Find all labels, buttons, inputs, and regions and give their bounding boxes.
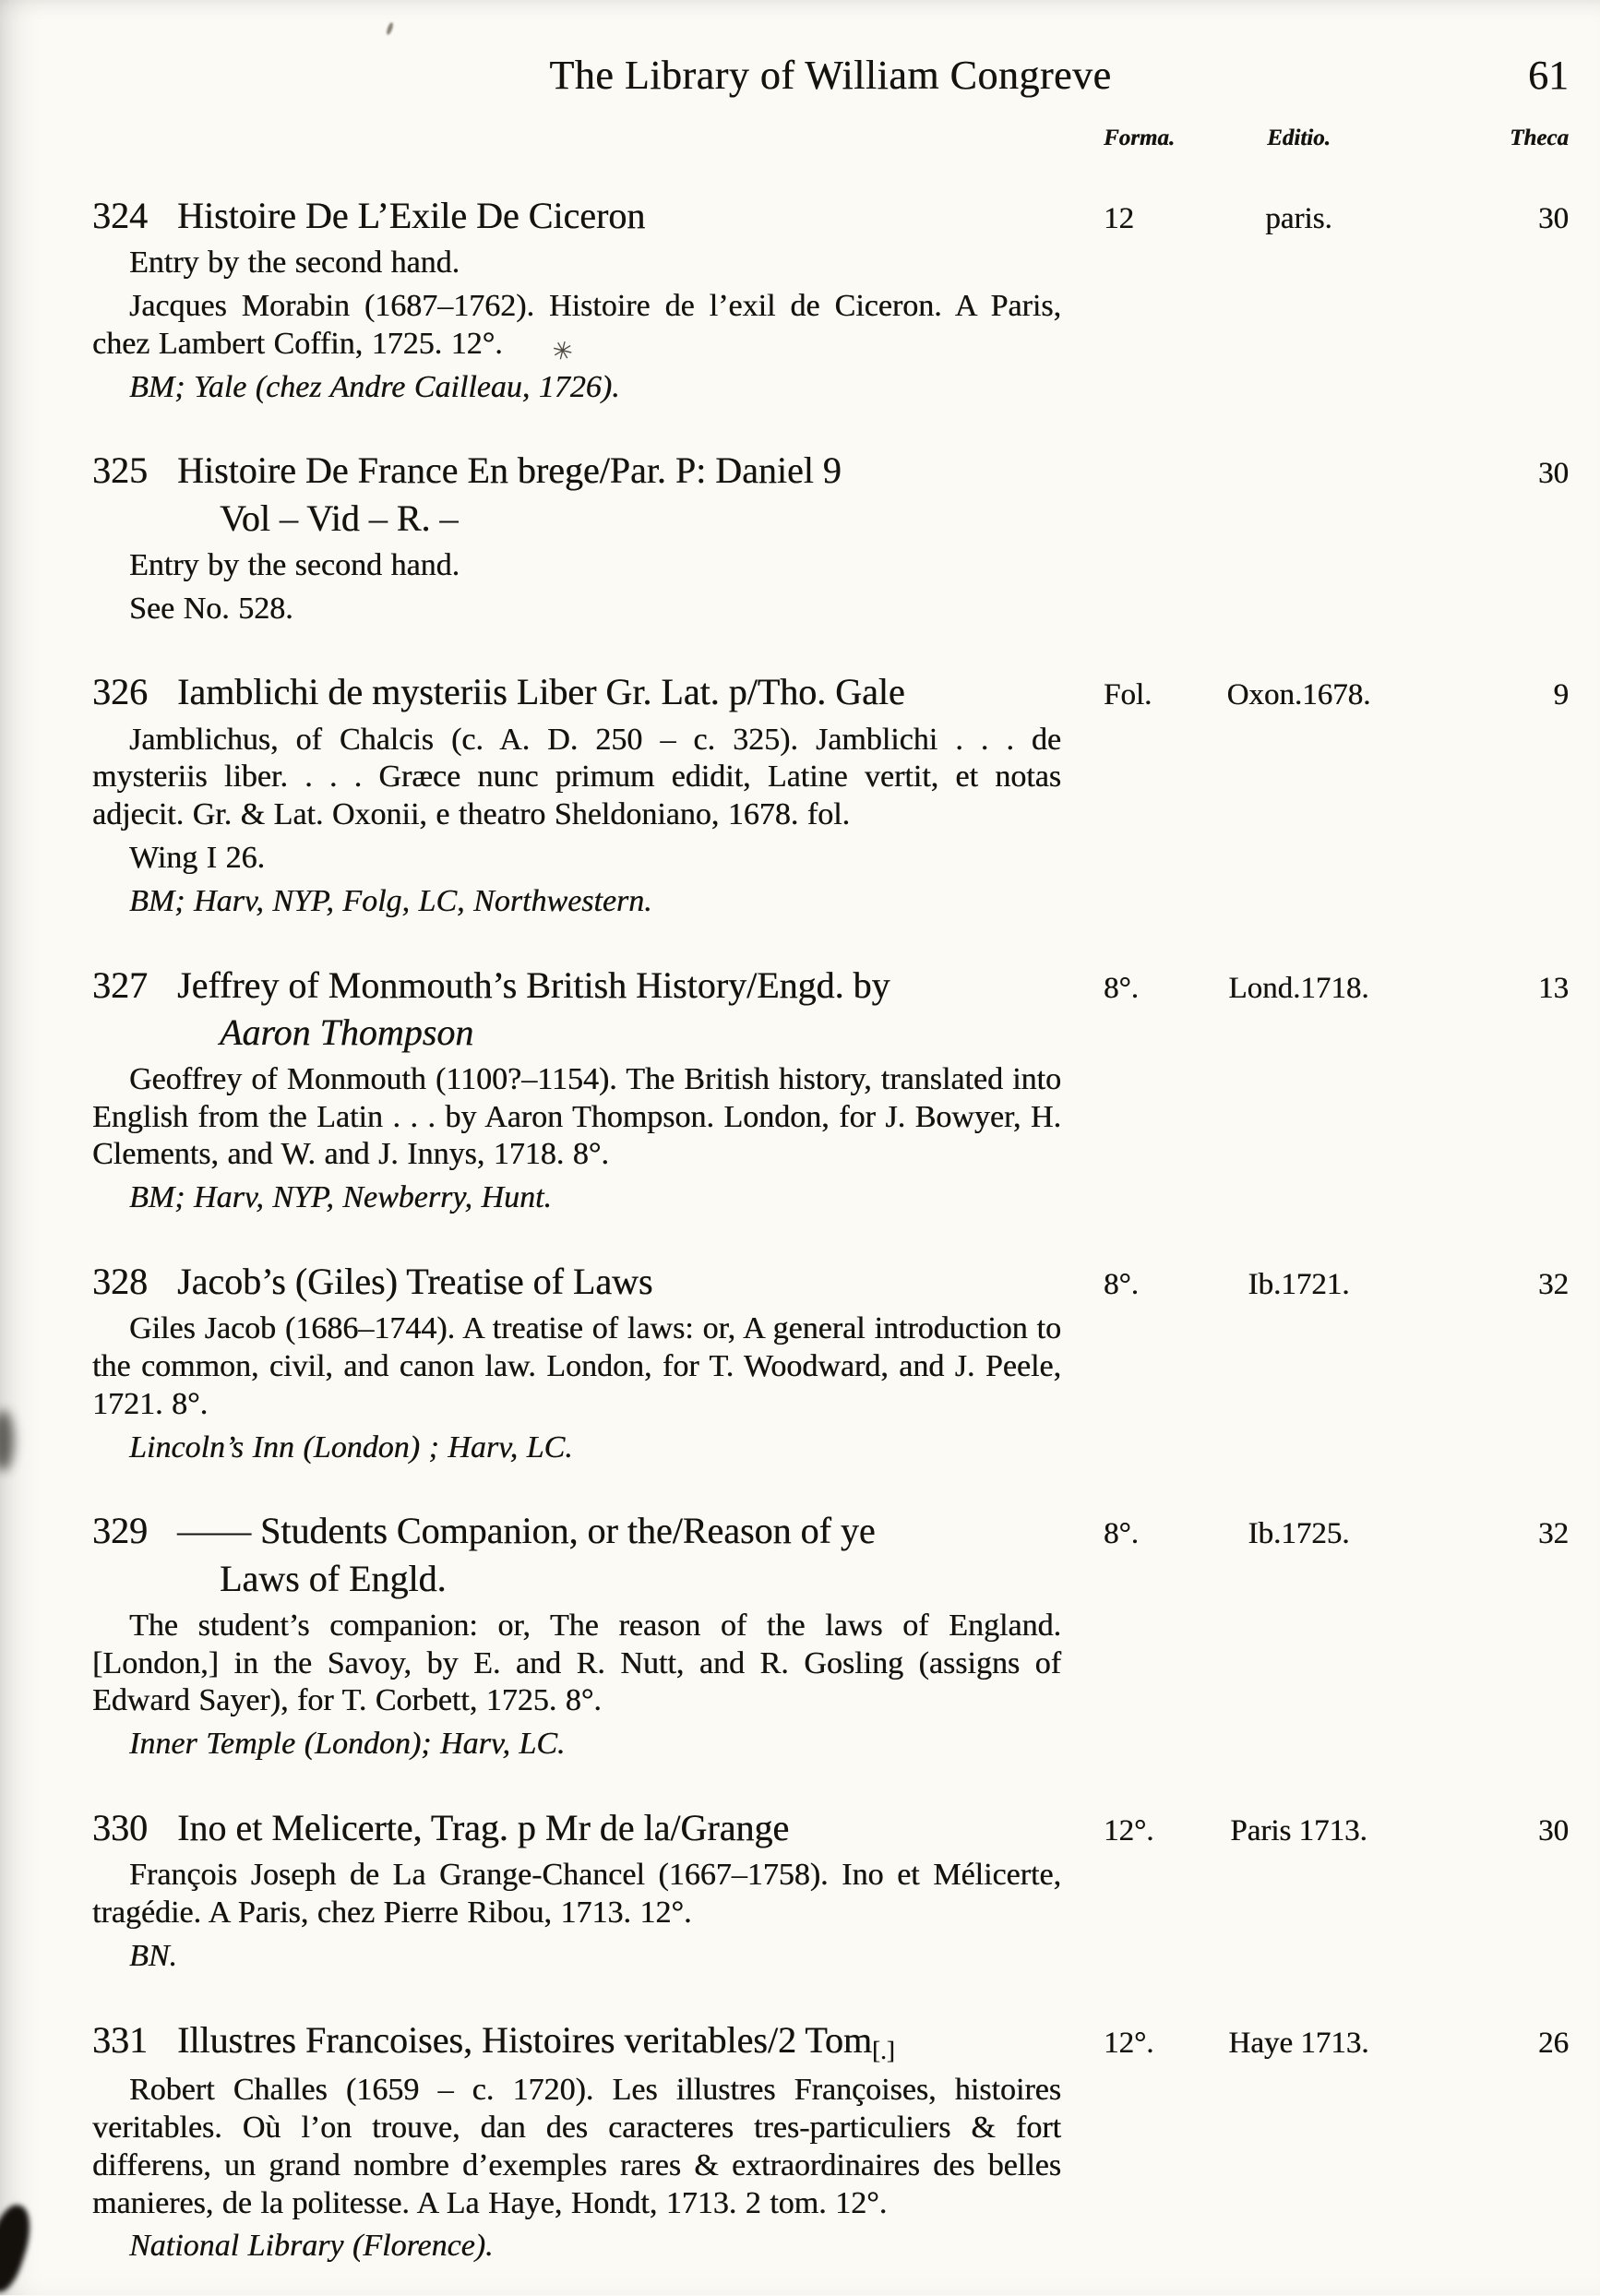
entry-title-row xyxy=(92,668,1569,715)
page-number: 61 xyxy=(1528,53,1569,98)
colhead-editio: Editio. xyxy=(1267,126,1331,150)
entry-forma: 12 xyxy=(1104,202,1134,235)
entry-references: Lincoln’s Inn (London) ; Harv, LC. xyxy=(129,1429,573,1465)
entry-title-row xyxy=(92,192,1569,239)
entry-references: BM; Harv, NYP, Newberry, Hunt. xyxy=(129,1180,552,1215)
entry-editio: Ib.1725. xyxy=(1248,1517,1350,1551)
entry-editio: Ib.1721. xyxy=(1248,1268,1350,1302)
entry-description-text: Jacques Morabin (1687–1762). Histoire de l’exil de Ciceron. A Paris, chez Lambert Coffin, 1725. 12°. xyxy=(92,288,1061,361)
entry-number: 329 xyxy=(92,1510,148,1552)
scan-smudge xyxy=(0,1410,14,1471)
colhead-forma: Forma. xyxy=(1104,126,1176,150)
entry-number: 327 xyxy=(92,963,148,1006)
entry-theca: 30 xyxy=(1538,457,1569,491)
entry-editio: Lond.1718. xyxy=(1228,971,1369,1005)
entry-title-row xyxy=(92,962,1569,1056)
entry-references: BM; Harv, NYP, Folg, LC, Northwestern. xyxy=(129,883,652,918)
entry-number: 328 xyxy=(92,1261,148,1303)
entry-number: 330 xyxy=(92,1807,148,1849)
entry-description: Robert Challes (1659 – c. 1720). Les illustres Françoises, histoires veritables. Où l’on trouve, dan des caracteres tres-particuliers & fort differens, un grand nombre d’exemples rares & extraordinaires des belles manieres, de la politesse. A La Haye, Hondt, 1713. 2 tom. 12°. xyxy=(92,2073,1061,2220)
entry-editio: Haye 1713. xyxy=(1228,2026,1369,2060)
catalog-entry-326 xyxy=(92,668,1569,920)
entry-theca: 32 xyxy=(1538,1268,1569,1302)
column-headers xyxy=(92,126,1569,151)
entry-title-line2: Aaron Thompson xyxy=(220,1010,474,1053)
entry-editio: paris. xyxy=(1265,202,1332,235)
entry-references: BN. xyxy=(129,1938,177,1973)
entry-title-text: Jeffrey of Monmouth’s British History/Engd. by xyxy=(177,963,890,1006)
entry-title xyxy=(177,668,1061,715)
scan-corner-mark xyxy=(0,2200,39,2296)
entry-theca: 26 xyxy=(1538,2026,1569,2060)
entry-note: Entry by the second hand. xyxy=(129,547,460,582)
entry-theca: 13 xyxy=(1538,971,1569,1005)
colhead-theca: Theca xyxy=(1510,126,1569,150)
entry-theca: 9 xyxy=(1553,678,1569,712)
entry-forma: 12°. xyxy=(1104,1814,1154,1848)
entry-title-text: Jacob’s (Giles) Treatise of Laws xyxy=(177,1261,653,1303)
entry-title-text: Iamblichi de mysteriis Liber Gr. Lat. p/Tho. Gale xyxy=(177,671,905,713)
entry-forma: 12°. xyxy=(1104,2026,1154,2060)
entry-number: 331 xyxy=(92,2018,148,2061)
entry-title-text: Histoire De L’Exile De Ciceron xyxy=(177,195,646,236)
entry-title-main: Illustres Francoises, Histoires veritables/2 Tom xyxy=(177,2018,873,2061)
entry-note: Entry by the second hand. xyxy=(129,245,460,281)
entry-number: 326 xyxy=(92,671,148,713)
entry-note-2: See No. 528. xyxy=(129,591,293,626)
catalog-entry-331 xyxy=(92,2016,1569,2266)
catalog-entry-327 xyxy=(92,962,1569,1218)
entry-title xyxy=(177,1258,1061,1305)
catalog-entry-325 xyxy=(92,447,1569,628)
entry-references: Inner Temple (London); Harv, LC. xyxy=(129,1727,566,1762)
entry-references: National Library (Florence). xyxy=(129,2229,494,2264)
entry-number: 325 xyxy=(92,449,148,492)
entry-forma: 8°. xyxy=(1104,1268,1139,1302)
catalog-entry-330 xyxy=(92,1804,1569,1976)
entry-description: Geoffrey of Monmouth (1100?–1154). The British history, translated into English from the Latin . . . by Aaron Thompson. London, for J. Bowyer, H. Clements, and W. and J. Innys, 1718. 8°. xyxy=(92,1061,1061,1172)
entry-title-text xyxy=(177,2018,895,2064)
entry-title-row xyxy=(92,1507,1569,1601)
entry-wing-reference: Wing I 26. xyxy=(129,840,265,875)
scan-speck xyxy=(386,22,394,36)
entry-forma: 8°. xyxy=(1104,1517,1139,1551)
page-title: The Library of William Congreve xyxy=(549,53,1112,98)
entry-title xyxy=(177,192,1061,239)
entry-theca: 32 xyxy=(1538,1517,1569,1551)
entry-title-row xyxy=(92,1258,1569,1305)
entry-title-row xyxy=(92,1804,1569,1851)
entry-editio: Oxon.1678. xyxy=(1226,678,1371,712)
entry-theca: 30 xyxy=(1538,202,1569,235)
entry-description: Jamblichus, of Chalcis (c. A. D. 250 – c. 325). Jamblichi . . . de mysteriis liber. . . . Græce nunc primum edidit, Latine vertit, et notas adjecit. Gr. & Lat. Oxonii, e theatro Sheldoniano, 1678. fol. xyxy=(92,722,1061,832)
entry-title xyxy=(177,1507,1061,1601)
catalog-entry-324 xyxy=(92,192,1569,406)
entry-number: 324 xyxy=(92,195,148,236)
entry-title xyxy=(177,2016,1061,2067)
entry-description: Giles Jacob (1686–1744). A treatise of laws: or, A general introduction to the common, civil, and canon law. London, for T. Woodward, and J. Peele, 1721. 8°. xyxy=(92,1311,1061,1421)
entry-title-subscript: [.] xyxy=(872,2036,895,2064)
entry-title xyxy=(177,447,1061,541)
entry-theca: 30 xyxy=(1538,1814,1569,1848)
entry-forma: 8°. xyxy=(1104,971,1139,1005)
entry-title-line2: Vol – Vid – R. – xyxy=(220,496,459,539)
catalog-entry-328 xyxy=(92,1258,1569,1466)
entry-forma: Fol. xyxy=(1104,678,1152,712)
ink-mark: ✳ xyxy=(548,335,576,367)
entry-description xyxy=(92,288,1061,367)
entry-title-text: Histoire De France En brege/Par. P: Daniel 9 xyxy=(177,449,842,492)
entry-description: François Joseph de La Grange-Chancel (1667–1758). Ino et Mélicerte, tragédie. A Paris, chez Pierre Ribou, 1713. 12°. xyxy=(92,1858,1061,1930)
entry-title xyxy=(177,962,1061,1056)
entry-title-text: —— Students Companion, or the/Reason of ye xyxy=(177,1510,876,1552)
page-header xyxy=(92,52,1569,105)
entry-editio: Paris 1713. xyxy=(1230,1814,1367,1848)
entry-title xyxy=(177,1804,1061,1851)
entry-title-text: Ino et Melicerte, Trag. p Mr de la/Grange xyxy=(177,1807,790,1849)
catalog-entry-329 xyxy=(92,1507,1569,1764)
entry-title-row xyxy=(92,2016,1569,2067)
entry-references: BM; Yale (chez Andre Cailleau, 1726). xyxy=(129,369,620,404)
entry-description: The student’s companion: or, The reason of the laws of England. [London,] in the Savoy, by E. and R. Nutt, and R. Gosling (assigns of Edward Sayer), for T. Corbett, 1725. 8°. xyxy=(92,1608,1061,1718)
entry-title-line2: Laws of Engld. xyxy=(220,1557,447,1599)
entry-title-row xyxy=(92,447,1569,541)
